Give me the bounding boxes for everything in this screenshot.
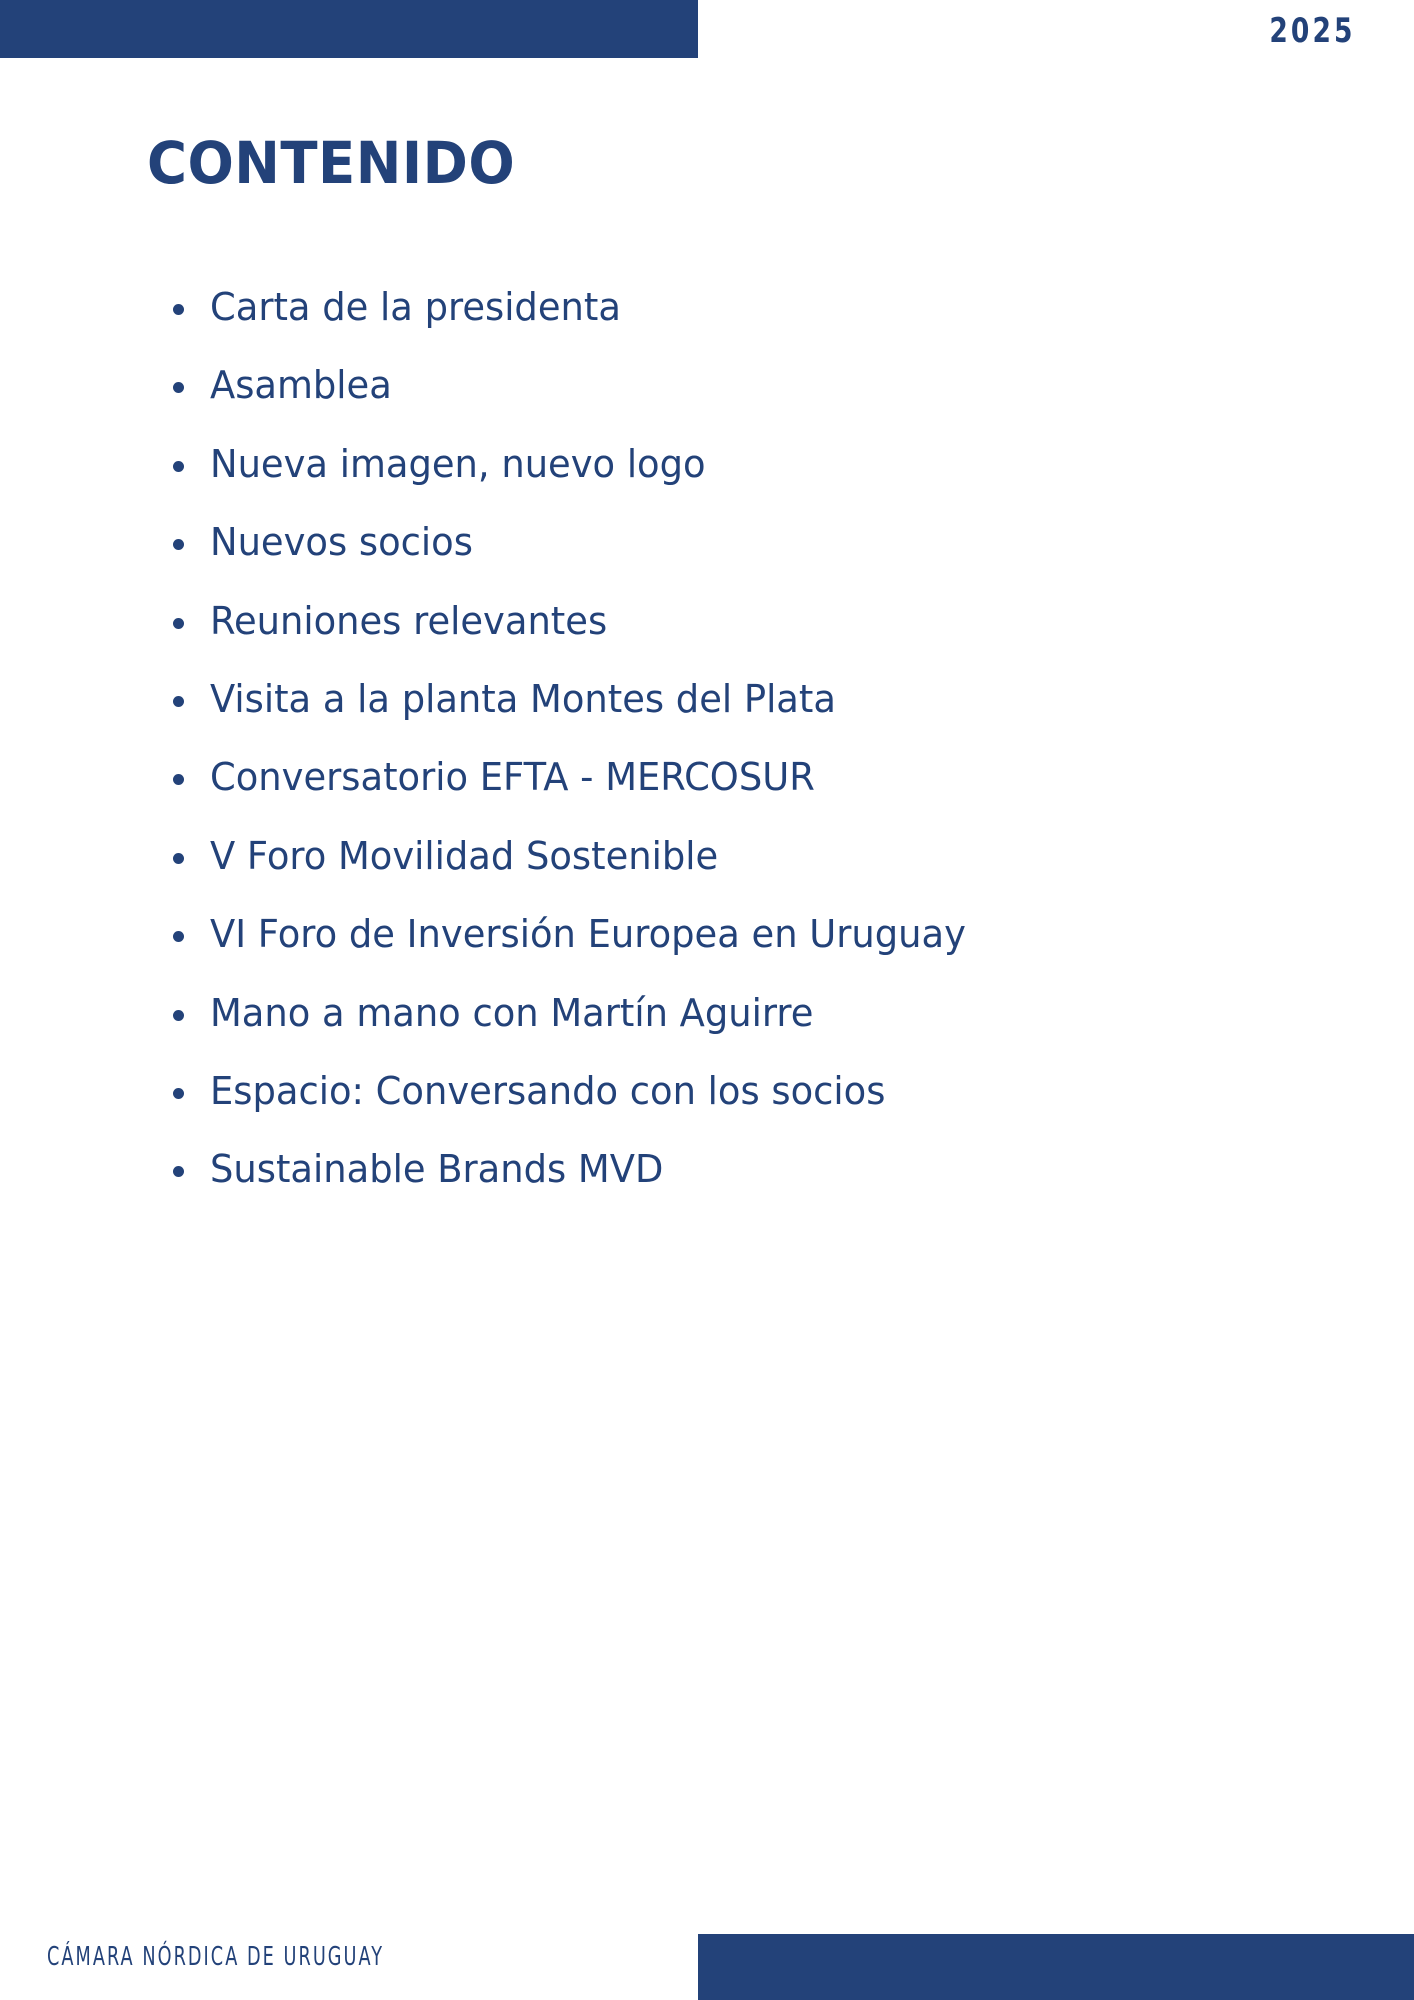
- toc-item-label: VI Foro de Inversión Europea en Uruguay: [210, 912, 966, 957]
- bullet-icon: [173, 1010, 184, 1021]
- bullet-icon: [173, 461, 184, 472]
- bullet-icon: [173, 774, 184, 785]
- header-accent-bar: [0, 0, 698, 58]
- toc-item-label: Reuniones relevantes: [210, 598, 608, 643]
- bullet-icon: [173, 696, 184, 707]
- footer-accent-bar: [698, 1934, 1414, 2000]
- toc-item-label: V Foro Movilidad Sostenible: [210, 833, 719, 878]
- page-title: CONTENIDO: [147, 129, 516, 197]
- toc-item-label: Visita a la planta Montes del Plata: [210, 676, 836, 721]
- header-year: 2025: [1269, 11, 1356, 51]
- toc-item-label: Nuevos socios: [210, 520, 473, 565]
- toc-item-label: Nueva imagen, nuevo logo: [210, 441, 706, 486]
- bullet-icon: [173, 618, 184, 629]
- bullet-icon: [173, 304, 184, 315]
- toc-item-label: Conversatorio EFTA - MERCOSUR: [210, 755, 815, 800]
- toc-item-label: Asamblea: [210, 363, 392, 408]
- bullet-icon: [173, 382, 184, 393]
- toc-item-label: Espacio: Conversando con los socios: [210, 1068, 886, 1113]
- bullet-icon: [173, 853, 184, 864]
- bullet-icon: [173, 539, 184, 550]
- bullet-icon: [173, 1166, 184, 1177]
- footer-organization-name: CÁMARA NÓRDICA DE URUGUAY: [47, 1942, 385, 1972]
- toc-item-label: Sustainable Brands MVD: [210, 1147, 664, 1192]
- bullet-icon: [173, 931, 184, 942]
- toc-item-label: Mano a mano con Martín Aguirre: [210, 990, 814, 1035]
- toc-item-label: Carta de la presidenta: [210, 285, 621, 329]
- bullet-icon: [173, 1088, 184, 1099]
